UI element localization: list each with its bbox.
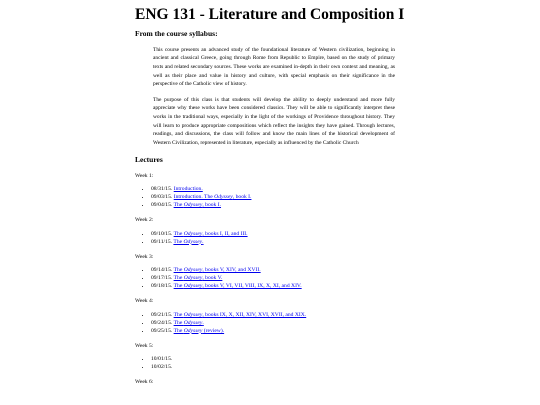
lecture-link-text: The	[173, 275, 184, 282]
lecture-link-text: The	[173, 319, 184, 326]
lecture-date: 09/04/15.	[151, 202, 173, 209]
lecture-list	[135, 267, 395, 291]
lecture-link[interactable]	[174, 267, 261, 273]
lecture-link-text: The	[173, 311, 184, 318]
lecture-link-text: Introduction. The	[173, 194, 215, 201]
lecture-date: 09/03/15.	[151, 194, 173, 201]
lecture-link[interactable]	[174, 202, 221, 208]
lecture-item	[151, 328, 395, 336]
lecture-item	[151, 312, 395, 320]
lecture-link[interactable]	[174, 275, 223, 281]
lecture-date: 09/17/15.	[151, 275, 173, 282]
lecture-link[interactable]	[174, 320, 204, 326]
main-content	[135, 6, 405, 393]
lecture-link[interactable]	[174, 231, 248, 237]
lecture-list	[135, 186, 395, 210]
page-title: ENG 131 - Literature and Composition I	[135, 6, 405, 23]
syllabus-paragraph: This course presents an advanced study of the foundational literature of Western civilization, beginning in ancient and classical Greece, going through Rome from Republic to Empire, based on the study of primary texts and related secondary sources. These works are examined in-depth in their own context and meaning, as well as their place and value in history and culture, with special emphasis on their significance in the perspective of the Catholic view of history.	[153, 46, 395, 88]
lecture-item	[151, 267, 395, 275]
lecture-item	[151, 202, 395, 210]
lecture-link[interactable]	[174, 283, 302, 289]
week-label: Week 1:	[135, 172, 154, 179]
lecture-item	[151, 194, 395, 202]
week-label: Week 4:	[135, 298, 154, 305]
lecture-link-suffix: .	[202, 319, 204, 326]
lecture-schedule	[135, 173, 395, 386]
work-title: Odyssey	[183, 267, 203, 274]
lecture-item	[151, 239, 395, 247]
work-title: Odyssey	[183, 202, 203, 209]
lecture-date: 10/01/15.	[151, 356, 173, 363]
work-title: Odyssey	[183, 275, 203, 282]
syllabus-paragraph: The purpose of this class is that students will develop the ability to deeply understand and more fully appreciate why these works have been considered classics. They will be able to significantly interpret these works in the traditional ways, especially in the light of the workings of Providence throughout history. They will learn to produce appropriate compositions which reflect the insights they have gained. Through lectures, readings, and discussions, the class will follow and know the main lines of the historical development of Western Civilization, represented in literature, especially as influenced by the Catholic Church	[153, 96, 395, 146]
syllabus-excerpt	[153, 46, 395, 148]
lecture-link[interactable]	[174, 328, 225, 334]
week-label: Week 3:	[135, 253, 154, 260]
lecture-list	[135, 356, 395, 372]
lecture-link[interactable]	[173, 239, 203, 245]
lecture-date: 09/11/15.	[151, 238, 173, 245]
lecture-date: 09/25/15.	[151, 327, 173, 334]
lecture-link-suffix: , books I, II, and III.	[202, 230, 248, 237]
lecture-list	[135, 312, 395, 336]
lecture-list	[135, 231, 395, 247]
lecture-date: 09/24/15.	[151, 319, 173, 326]
lecture-item	[151, 186, 395, 194]
lecture-link[interactable]	[174, 194, 252, 200]
lecture-item	[151, 364, 395, 372]
lecture-link-suffix: (review).	[202, 327, 225, 334]
lecture-item	[151, 320, 395, 328]
lecture-link-suffix: , books V, VI, VII, VIII, IX, X, XI, and XIV.	[202, 283, 302, 290]
lecture-date: 09/10/15.	[151, 230, 173, 237]
work-title: Odyssey	[183, 230, 203, 237]
lecture-link-text: The	[173, 238, 184, 245]
week-label: Week 5:	[135, 342, 154, 349]
lecture-link-text: The	[173, 327, 184, 334]
lecture-link-suffix: , books IX, X, XII, XIV, XVI, XVII, and XIX.	[202, 311, 307, 318]
lecture-link-text: The	[173, 283, 184, 290]
work-title: Odyssey	[214, 194, 233, 201]
work-title: Odyssey	[183, 311, 203, 318]
lecture-link-suffix: , books V, XIV, and XVII.	[202, 267, 261, 274]
work-title: Odyssey	[183, 283, 203, 290]
lecture-link-text: The	[173, 230, 184, 237]
lecture-link-suffix: , book V.	[202, 275, 223, 282]
work-title: Odyssey	[183, 319, 203, 326]
week-label: Week 2:	[135, 217, 154, 224]
week-label: Week 6:	[135, 379, 154, 386]
lecture-link[interactable]	[174, 186, 203, 192]
lecture-date: 10/02/15.	[151, 364, 173, 371]
lecture-item	[151, 231, 395, 239]
work-title: Odyssey	[183, 238, 203, 245]
lecture-link[interactable]	[174, 312, 307, 318]
lecture-date: 08/31/15.	[151, 186, 173, 193]
lecture-date: 09/21/15.	[151, 311, 173, 318]
lecture-link-suffix: , book I.	[232, 194, 252, 201]
lectures-heading: Lectures	[135, 154, 163, 164]
syllabus-heading: From the course syllabus:	[135, 28, 218, 38]
lecture-link-suffix: , book I.	[202, 202, 222, 209]
lecture-link-text: Introduction.	[173, 186, 203, 193]
lecture-link-suffix: .	[202, 238, 204, 245]
lecture-link-text: The	[173, 267, 184, 274]
lecture-item	[151, 283, 395, 291]
work-title: Odyssey	[183, 327, 203, 334]
lecture-item	[151, 356, 395, 364]
lecture-item	[151, 275, 395, 283]
lecture-date: 09/18/15.	[151, 283, 173, 290]
lecture-link-text: The	[173, 202, 184, 209]
lecture-date: 09/14/15.	[151, 267, 173, 274]
